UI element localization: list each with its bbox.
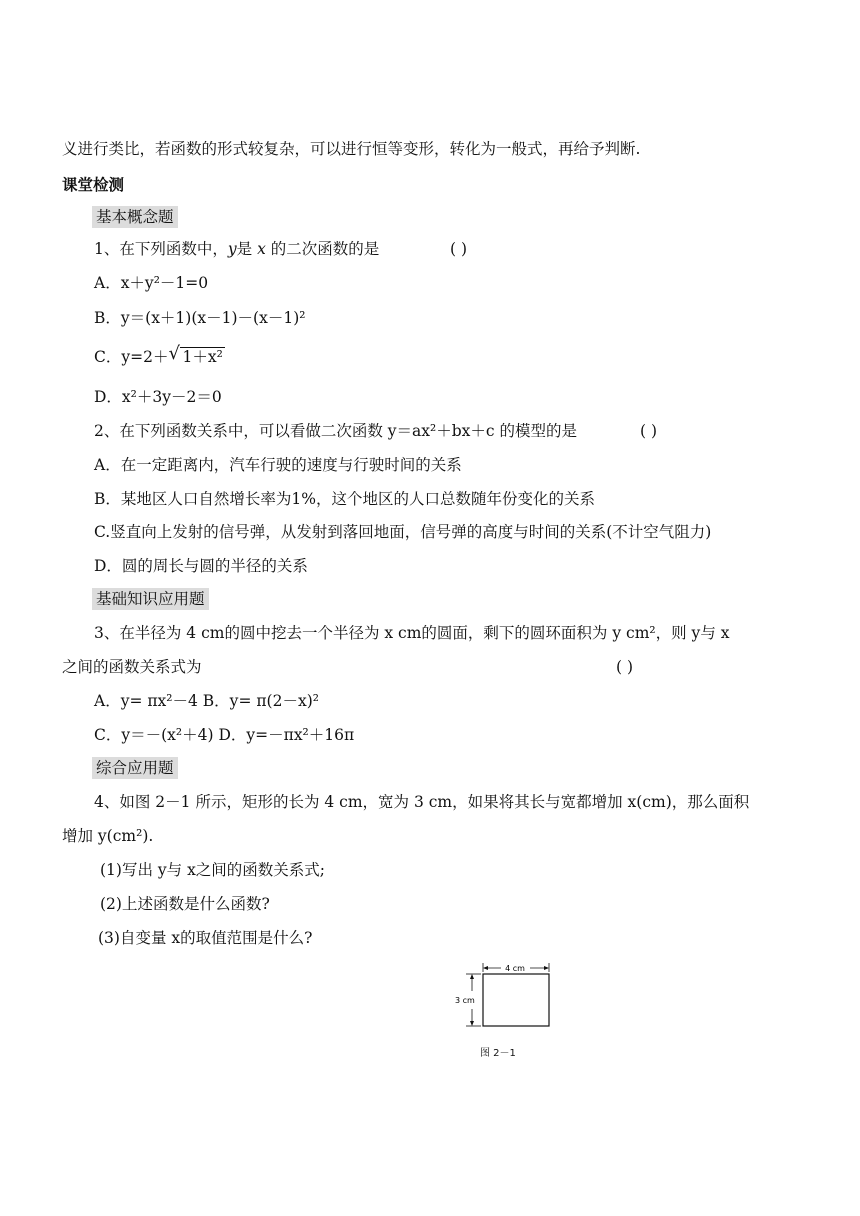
width-label: 4 cm <box>505 964 525 973</box>
q4-stem-line2: 增加 y(cm²). <box>62 827 154 845</box>
q1-option-b: B．y＝(x＋1)(x－1)－(x－1)² <box>94 309 306 327</box>
arrow-up-icon <box>470 974 474 979</box>
q2-option-b: B．某地区人口自然增长率为1%，这个地区的人口总数随年份变化的关系 <box>94 490 595 508</box>
rectangle-shape <box>483 974 549 1026</box>
sqrt-symbol: √ 1＋x² <box>168 343 223 366</box>
q1-option-d: D．x²＋3y－2＝0 <box>94 388 222 406</box>
q3-options-ab: A．y= πx²－4 B．y= π(2－x)² <box>94 692 319 710</box>
intro-text: 义进行类比，若函数的形式较复杂，可以进行恒等变形，转化为一般式，再给予判断. <box>62 140 641 158</box>
q3-stem-line2: 之间的函数关系式为 <box>62 658 202 676</box>
q3-answer-blank: ( ) <box>616 658 634 676</box>
q2-option-d: D．圆的周长与圆的半径的关系 <box>94 557 308 575</box>
arrow-down-icon <box>470 1021 474 1026</box>
q4-part2: (2)上述函数是什么函数? <box>100 895 270 913</box>
q4-stem-line1: 4、如图 2－1 所示，矩形的长为 4 cm，宽为 3 cm，如果将其长与宽都增加 x(cm)，那么面积 <box>94 793 750 811</box>
q1-option-a: A．x＋y²－1=0 <box>94 274 209 292</box>
height-label: 3 cm <box>455 996 475 1005</box>
q2-stem: 2、在下列函数关系中，可以看做二次函数 y＝ax²＋bx＋c 的模型的是 <box>94 422 578 440</box>
q1-option-c: C．y=2＋ √ 1＋x² <box>94 343 223 366</box>
section-heading: 课堂检测 <box>62 176 125 194</box>
q2-answer-blank: ( ) <box>640 422 658 440</box>
q2-option-c: C.竖直向上发射的信号弹，从发射到落回地面，信号弹的高度与时间的关系(不计空气阻力) <box>94 523 712 541</box>
q1-answer-blank: ( ) <box>450 240 468 258</box>
arrow-right-icon <box>544 966 549 970</box>
q4-part3: (3)自变量 x的取值范围是什么? <box>98 929 313 947</box>
q2-option-a: A．在一定距离内，汽车行驶的速度与行驶时间的关系 <box>94 456 462 474</box>
q3-stem-line1: 3、在半径为 4 cm的圆中挖去一个半径为 x cm的圆面，剩下的圆环面积为 y cm²，则 y与 x <box>94 624 730 642</box>
q4-part1: (1)写出 y与 x之间的函数关系式; <box>100 861 326 879</box>
section-comprehensive-application: 综合应用题 <box>92 757 178 779</box>
figure-caption: 图 2－1 <box>480 1048 516 1059</box>
q3-options-cd: C．y＝－(x²＋4) D．y=－πx²＋16π <box>94 726 355 744</box>
section-knowledge-application: 基础知识应用题 <box>92 588 209 610</box>
arrow-left-icon <box>483 966 488 970</box>
section-basic-concepts: 基本概念题 <box>92 206 178 228</box>
q1-stem: 1、在下列函数中，y是 x 的二次函数的是 <box>94 240 380 258</box>
